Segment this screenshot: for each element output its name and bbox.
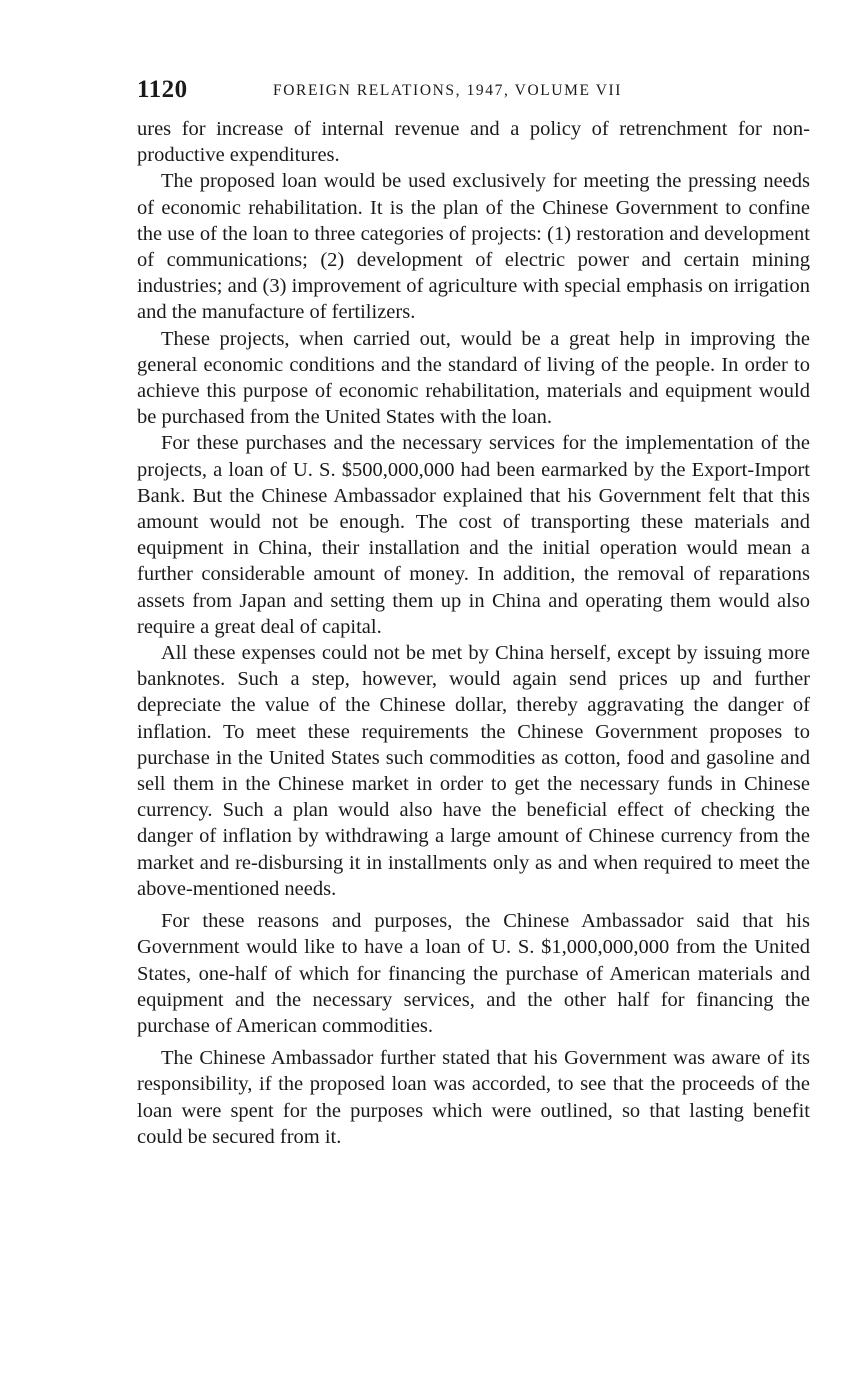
page-number: 1120 <box>137 76 188 103</box>
paragraph: All these expenses could not be met by China herself, except by issuing more banknotes. Such a step, however, would again send prices up and further depreciate the value of the Chinese dollar, thereby aggravating the danger of inflation. To meet these requirements the Chinese Government proposes to purchase in the United States such commodities as cotton, food and gasoline and sell them in the Chinese market in order to get the necessary funds in Chinese currency. Such a plan would also have the beneficial effect of checking the danger of inflation by withdrawing a large amount of Chinese currency from the market and re-disbursing it in installments only as and when required to meet the above-mentioned needs. <box>137 642 810 900</box>
paragraph: For these purchases and the necessary services for the implementation of the projects, a loan of U. S. $500,000,000 had been earmarked by the Export-Import Bank. But the Chinese Ambassador explained that his Government felt that this amount would not be enough. The cost of transporting these materials and equipment in China, their installation and the initial operation would mean a further considerable amount of money. In addition, the removal of reparations assets from Japan and setting them up in China and operating them would also require a great deal of capital. <box>137 432 810 638</box>
running-header <box>137 70 810 116</box>
paragraph: The Chinese Ambassador further stated that his Government was aware of its responsibility, if the proposed loan was accorded, to see that the proceeds of the loan were spent for the purposes which were outlined, so that lasting benefit could be secured from it. <box>137 1047 810 1148</box>
paragraph-continued: ures for increase of internal revenue and a policy of retrenchment for non-productive expenditures. <box>137 118 810 167</box>
paragraph: The proposed loan would be used exclusively for meeting the pressing needs of economic rehabilitation. It is the plan of the Chinese Government to confine the use of the loan to three categories of projects: (1) restoration and development of communications; (2) development of electric power and certain mining industries; and (3) improvement of agriculture with special emphasis on irrigation and the manufacture of fertilizers. <box>137 170 810 324</box>
running-title: FOREIGN RELATIONS, 1947, VOLUME VII <box>273 82 623 99</box>
paragraph: These projects, when carried out, would be a great help in improving the general economic conditions and the standard of living of the people. In order to achieve this purpose of economic rehabilitation, materials and equipment would be purchased from the United States with the loan. <box>137 327 810 429</box>
paragraph: For these reasons and purposes, the Chinese Ambassador said that his Government would like to have a loan of U. S. $1,000,000,000 from the United States, one-half of which for financing the purchase of American materials and equipment and the necessary services, and the other half for financing the purchase of American commodities. <box>137 910 810 1037</box>
document-body <box>137 116 810 1150</box>
document-page <box>137 70 810 1150</box>
